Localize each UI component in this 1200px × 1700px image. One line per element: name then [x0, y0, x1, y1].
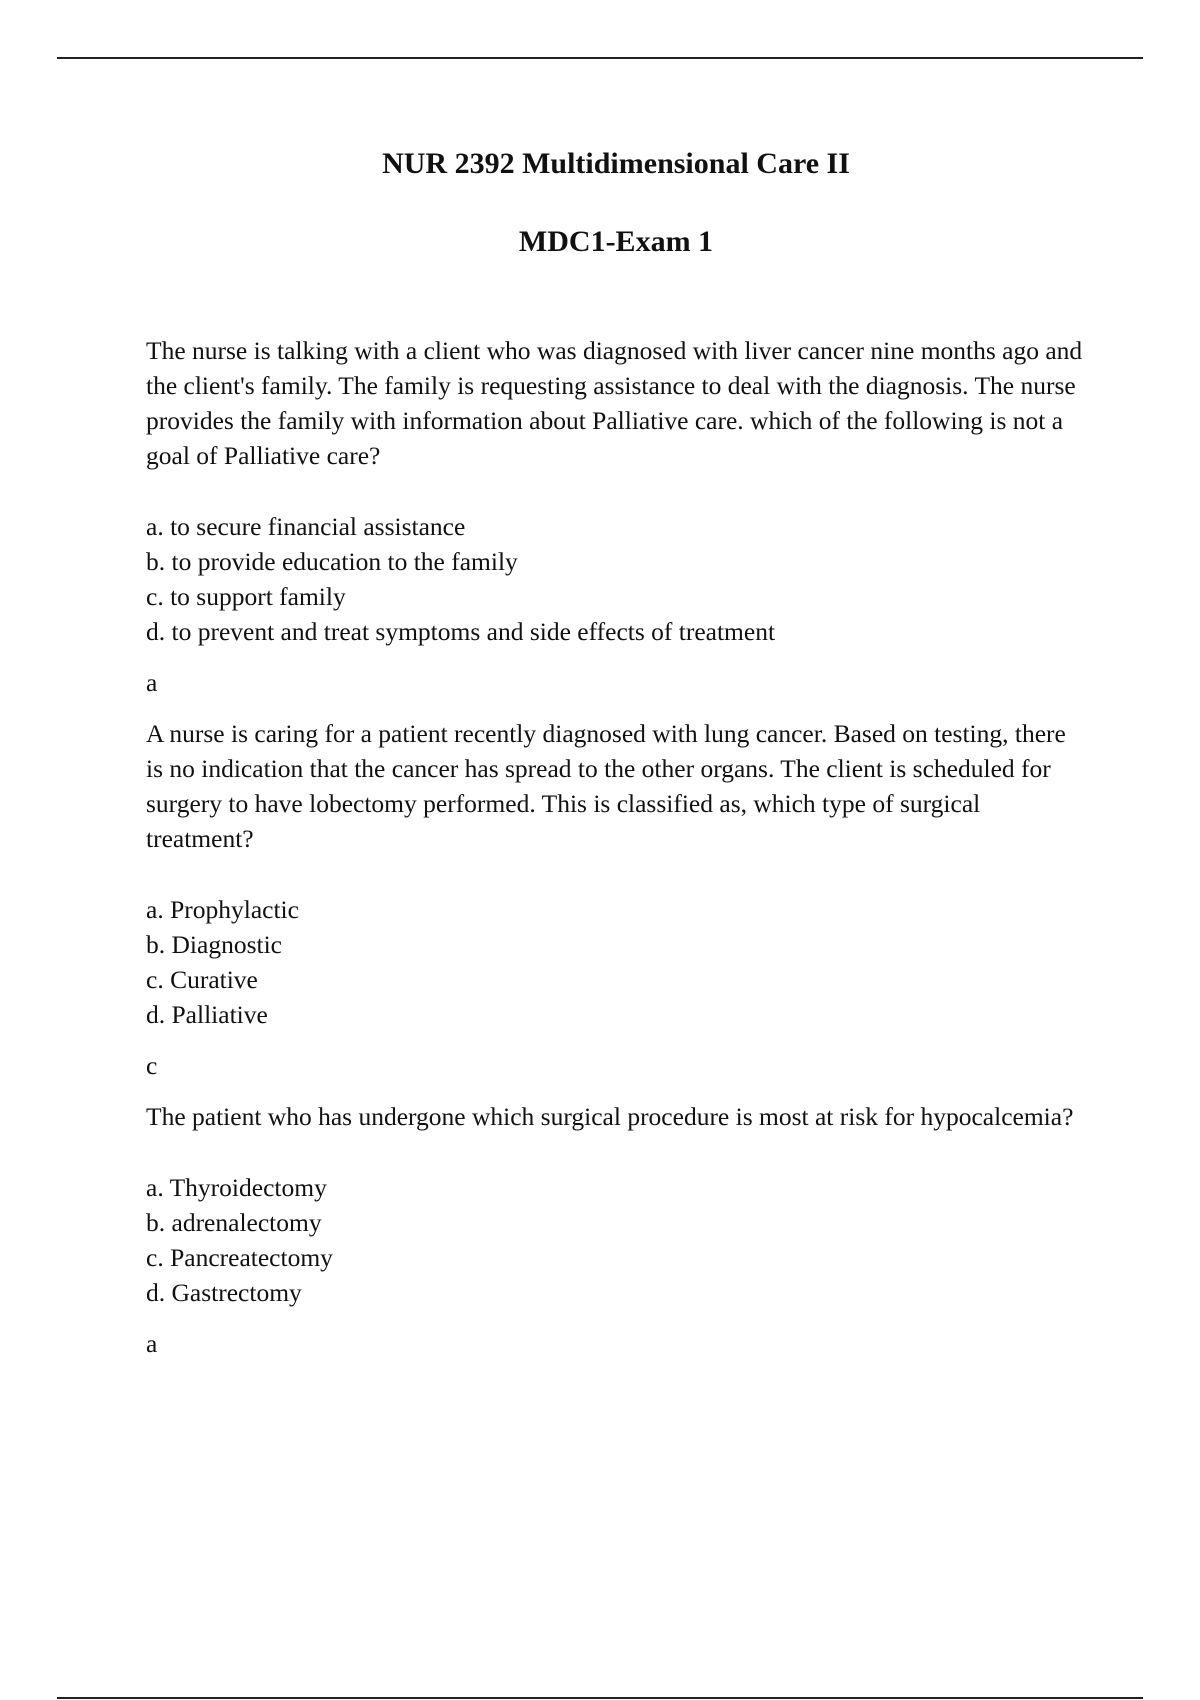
- option-d: d. Palliative: [146, 1000, 268, 1029]
- option-b: b. Diagnostic: [146, 930, 282, 959]
- question-2: [146, 716, 1086, 1083]
- answer-options: [146, 509, 1086, 649]
- answer-key: a: [146, 668, 158, 697]
- answer-options: [146, 1170, 1086, 1310]
- question-1: [146, 333, 1086, 700]
- option-a: a. to secure financial assistance: [146, 512, 466, 541]
- option-a: a. Prophylactic: [146, 895, 299, 924]
- option-d: d. to prevent and treat symptoms and side effects of treatment: [146, 617, 776, 646]
- answer-key: c: [146, 1051, 158, 1080]
- question-text: The patient who has undergone which surgical procedure is most at risk for hypocalcemia?: [146, 1102, 1074, 1131]
- question-text: A nurse is caring for a patient recently diagnosed with lung cancer. Based on testing, there is no indication that the cancer has spread to the other organs. The client is scheduled for surgery to have lobectomy performed. This is classified as, which type of surgical treatment?: [146, 719, 1066, 853]
- question-text: The nurse is talking with a client who was diagnosed with liver cancer nine months ago and the client's family. The family is requesting assistance to deal with the diagnosis. The nurse provides the family with information about Palliative care. which of the following is not a goal of Palliative care?: [146, 336, 1083, 470]
- answer-key: a: [146, 1329, 158, 1358]
- course-title: NUR 2392 Multidimensional Care II: [382, 147, 850, 180]
- answer-options: [146, 892, 1086, 1032]
- option-b: b. to provide education to the family: [146, 547, 518, 576]
- option-c: c. Curative: [146, 965, 258, 994]
- bottom-divider: [57, 1697, 1143, 1699]
- option-a: a. Thyroidectomy: [146, 1173, 327, 1202]
- option-d: d. Gastrectomy: [146, 1278, 302, 1307]
- top-divider: [57, 57, 1143, 59]
- option-b: b. adrenalectomy: [146, 1208, 322, 1237]
- question-3: [146, 1099, 1086, 1361]
- option-c: c. to support family: [146, 582, 346, 611]
- option-c: c. Pancreatectomy: [146, 1243, 333, 1272]
- exam-title: MDC1-Exam 1: [518, 225, 714, 258]
